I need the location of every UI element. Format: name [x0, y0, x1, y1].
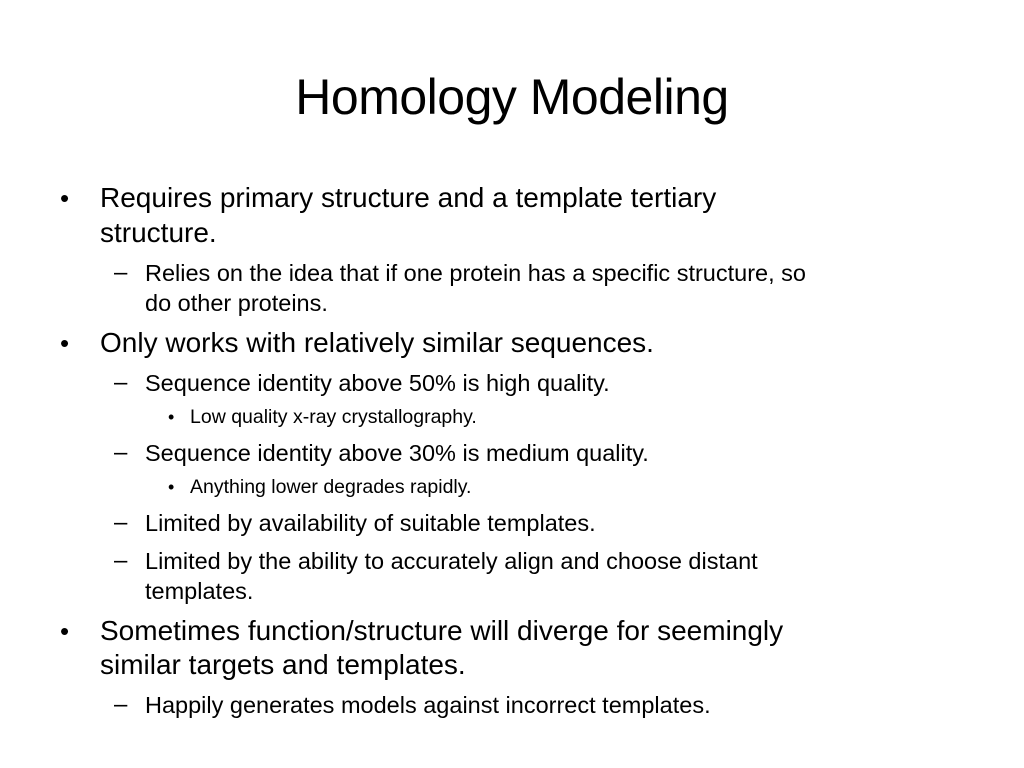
sub-sub-bullet-marker: •	[168, 477, 175, 497]
sub-bullet-marker: –	[114, 369, 128, 396]
sub-bullet-2-2: Sequence identity above 30% is medium quality.	[145, 440, 649, 466]
bullet-1-line-1: Requires primary structure and a template tertiary	[100, 182, 717, 213]
bullet-2-line-1: Only works with relatively similar sequences.	[100, 327, 654, 358]
sub-bullet-2-4-line-2: templates.	[145, 578, 254, 604]
sub-bullet-1-1-line-1: Relies on the idea that if one protein has a specific structure, so	[145, 260, 806, 286]
sub-bullet-marker: –	[114, 547, 128, 574]
bullet-3-line-2: similar targets and templates.	[100, 649, 466, 680]
bullet-marker: •	[60, 328, 70, 358]
sub-bullet-2-1: Sequence identity above 50% is high quality.	[145, 370, 610, 396]
sub-sub-bullet-marker: •	[168, 407, 175, 427]
sub-sub-bullet-2-2-1: Anything lower degrades rapidly.	[190, 476, 472, 498]
bullet-3-line-1: Sometimes function/structure will diverge for seemingly	[100, 615, 784, 646]
sub-bullet-marker: –	[114, 439, 128, 466]
sub-bullet-1-1-line-2: do other proteins.	[145, 290, 328, 316]
sub-bullet-3-1: Happily generates models against incorrect templates.	[145, 692, 711, 718]
sub-sub-bullet-2-1-1: Low quality x-ray crystallography.	[190, 406, 477, 428]
sub-bullet-2-3: Limited by availability of suitable templates.	[145, 510, 596, 536]
bullet-marker: •	[60, 616, 70, 646]
sub-bullet-marker: –	[114, 259, 128, 286]
bullet-marker: •	[60, 183, 70, 213]
sub-bullet-marker: –	[114, 509, 128, 536]
sub-bullet-2-4-line-1: Limited by the ability to accurately align and choose distant	[145, 548, 758, 574]
sub-bullet-marker: –	[114, 691, 128, 718]
slide-title: Homology Modeling	[295, 69, 729, 125]
bullet-1-line-2: structure.	[100, 217, 217, 248]
